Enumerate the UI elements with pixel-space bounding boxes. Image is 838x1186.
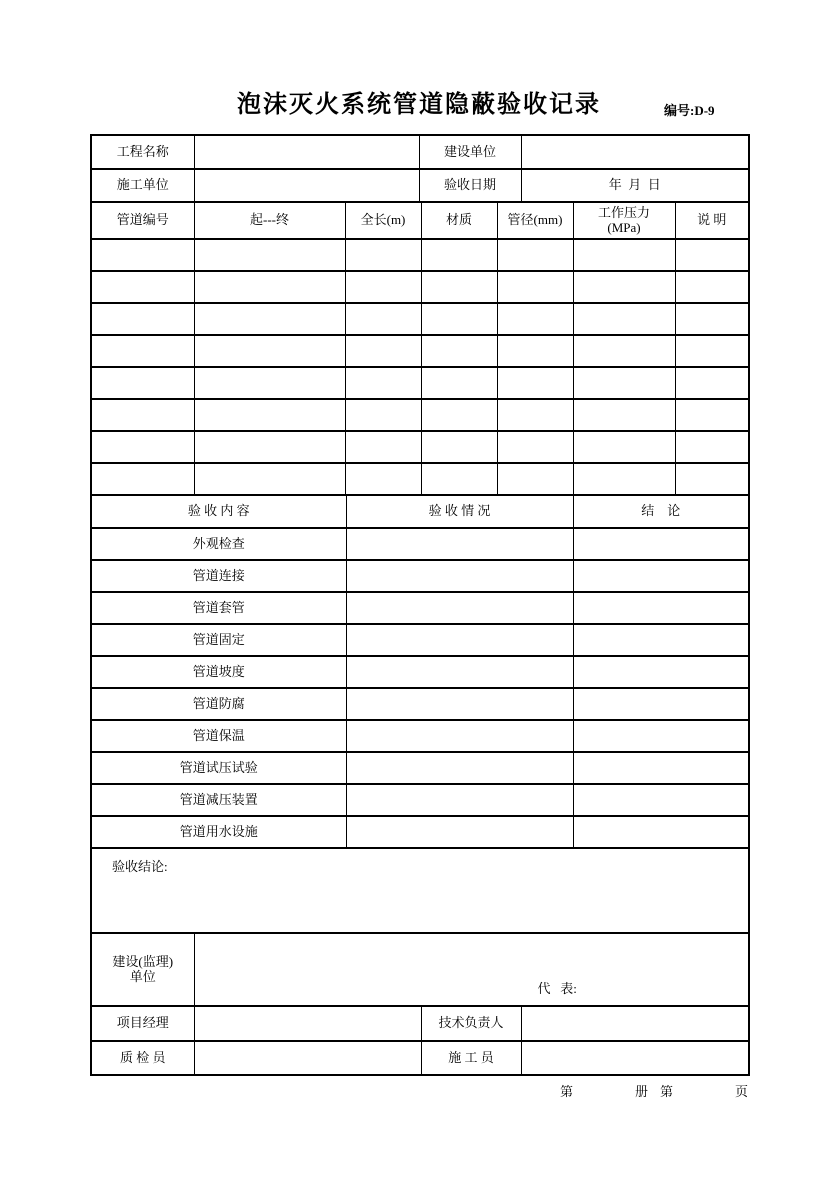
inspection-row <box>91 784 749 816</box>
pipe-cell[interactable] <box>573 399 675 431</box>
diameter-header: 管径(mm) <box>497 202 573 239</box>
conclusion-cell[interactable] <box>573 592 749 624</box>
pipe-cell[interactable] <box>675 303 749 335</box>
supervisor-unit-label-line1: 建设(监理) <box>112 953 174 969</box>
table-row <box>91 1041 749 1075</box>
construction-unit-label: 施工单位 <box>91 169 194 202</box>
pipe-cell[interactable] <box>497 335 573 367</box>
representative-label: 代 表: <box>537 980 577 996</box>
tech-lead-field[interactable] <box>521 1006 749 1041</box>
pipe-cell[interactable] <box>194 303 345 335</box>
pipe-cell[interactable] <box>497 303 573 335</box>
builder-unit-label: 建设单位 <box>419 135 521 169</box>
pipe-cell[interactable] <box>421 399 497 431</box>
pipe-cell[interactable] <box>421 335 497 367</box>
project-name-field[interactable] <box>194 135 419 169</box>
pipe-cell[interactable] <box>194 271 345 303</box>
pipe-cell[interactable] <box>345 431 421 463</box>
doc-number: 编号:D-9 <box>664 103 715 118</box>
pipe-cell[interactable] <box>421 239 497 271</box>
pipe-cell[interactable] <box>573 335 675 367</box>
pipe-header-row <box>91 202 749 239</box>
pipe-cell[interactable] <box>91 399 194 431</box>
pipe-data-row <box>91 239 749 271</box>
pipe-cell[interactable] <box>345 399 421 431</box>
project-manager-field[interactable] <box>194 1006 421 1041</box>
length-header: 全长(m) <box>345 202 421 239</box>
pipe-cell[interactable] <box>194 335 345 367</box>
supervisor-table <box>90 932 750 1007</box>
inspection-situation-header: 验 收 情 况 <box>346 495 573 528</box>
pipe-cell[interactable] <box>573 271 675 303</box>
pipe-cell[interactable] <box>345 271 421 303</box>
inspection-item-label: 管道防腐 <box>91 688 346 720</box>
conclusion-cell[interactable] <box>573 688 749 720</box>
pipe-cell[interactable] <box>194 463 345 495</box>
inspection-row <box>91 656 749 688</box>
situation-cell[interactable] <box>346 752 573 784</box>
inspection-row <box>91 624 749 656</box>
conclusion-row <box>91 848 749 933</box>
page-footer <box>90 1081 748 1100</box>
footer-ce: 册 <box>634 1084 648 1099</box>
situation-cell[interactable] <box>346 816 573 848</box>
pipe-cell[interactable] <box>345 239 421 271</box>
conclusion-cell[interactable] <box>573 656 749 688</box>
material-header: 材质 <box>421 202 497 239</box>
pipe-data-row <box>91 335 749 367</box>
project-manager-label: 项目经理 <box>91 1006 194 1041</box>
pipe-cell[interactable] <box>497 239 573 271</box>
situation-cell[interactable] <box>346 592 573 624</box>
inspection-row <box>91 592 749 624</box>
conclusion-cell[interactable] <box>573 720 749 752</box>
pipe-cell[interactable] <box>421 367 497 399</box>
pipe-cell[interactable] <box>675 367 749 399</box>
conclusion-cell[interactable] <box>573 816 749 848</box>
builder-field[interactable] <box>521 1041 749 1075</box>
pipe-cell[interactable] <box>421 303 497 335</box>
pipe-cell[interactable] <box>497 399 573 431</box>
inspection-item-label: 管道套管 <box>91 592 346 624</box>
pipe-cell[interactable] <box>91 463 194 495</box>
pipe-cell[interactable] <box>91 239 194 271</box>
inspection-row <box>91 528 749 560</box>
footer-di2: 第 <box>659 1084 673 1099</box>
qa-label: 质 检 员 <box>91 1041 194 1075</box>
pipe-cell[interactable] <box>345 463 421 495</box>
pipe-cell[interactable] <box>497 367 573 399</box>
tech-lead-label: 技术负责人 <box>421 1006 521 1041</box>
conclusion-field[interactable]: 验收结论: <box>91 848 749 933</box>
pipe-cell[interactable] <box>497 463 573 495</box>
inspection-item-label: 管道连接 <box>91 560 346 592</box>
conclusion-cell[interactable] <box>573 528 749 560</box>
pipe-data-row <box>91 303 749 335</box>
pipe-cell[interactable] <box>194 399 345 431</box>
inspection-header-row <box>91 495 749 528</box>
situation-cell[interactable] <box>346 656 573 688</box>
pressure-header-line2: (MPa) <box>607 219 641 235</box>
footer-di: 第 <box>559 1084 573 1099</box>
pipe-data-row <box>91 271 749 303</box>
footer-ye: 页 <box>734 1084 748 1099</box>
info-table <box>90 134 750 203</box>
situation-cell[interactable] <box>346 624 573 656</box>
pipe-cell[interactable] <box>573 367 675 399</box>
signature-table <box>90 1005 750 1076</box>
pipe-no-header: 管道编号 <box>91 202 194 239</box>
pipe-cell[interactable] <box>573 431 675 463</box>
inspection-conclusion-header: 结 论 <box>573 495 749 528</box>
pipe-cell[interactable] <box>345 367 421 399</box>
pipe-cell[interactable] <box>421 271 497 303</box>
builder-label: 施 工 员 <box>421 1041 521 1075</box>
acceptance-date-field[interactable]: 年 月 日 <box>521 169 749 202</box>
conclusion-cell[interactable] <box>573 752 749 784</box>
table-row <box>91 1006 749 1041</box>
pipe-cell[interactable] <box>573 303 675 335</box>
conclusion-cell[interactable] <box>573 560 749 592</box>
pipe-data-row <box>91 463 749 495</box>
inspection-item-label: 管道坡度 <box>91 656 346 688</box>
pipe-data-row <box>91 399 749 431</box>
inspection-row <box>91 560 749 592</box>
inspection-row <box>91 688 749 720</box>
inspection-item-label: 管道减压装置 <box>91 784 346 816</box>
start-end-header: 起---终 <box>194 202 345 239</box>
inspection-row <box>91 816 749 848</box>
pipe-data-row <box>91 431 749 463</box>
inspection-content-header: 验 收 内 容 <box>91 495 346 528</box>
pipe-cell[interactable] <box>421 431 497 463</box>
pipe-cell[interactable] <box>91 335 194 367</box>
situation-cell[interactable] <box>346 688 573 720</box>
situation-cell[interactable] <box>346 528 573 560</box>
pipe-cell[interactable] <box>194 367 345 399</box>
inspection-item-label: 管道试压试验 <box>91 752 346 784</box>
pipe-cell[interactable] <box>91 303 194 335</box>
pressure-header <box>573 202 675 239</box>
conclusion-table <box>90 847 750 934</box>
inspection-item-label: 管道固定 <box>91 624 346 656</box>
supervisor-unit-label-line2: 单位 <box>129 968 156 984</box>
pipe-cell[interactable] <box>345 303 421 335</box>
pipe-cell[interactable] <box>573 239 675 271</box>
supervisor-row <box>91 933 749 1006</box>
supervisor-unit-field[interactable] <box>194 933 749 1006</box>
builder-unit-field[interactable] <box>521 135 749 169</box>
pipe-cell[interactable] <box>194 431 345 463</box>
inspection-table <box>90 494 750 849</box>
page-title: 泡沫灭火系统管道隐蔽验收记录 <box>237 92 601 118</box>
pipe-cell[interactable] <box>91 431 194 463</box>
pipe-cell[interactable] <box>91 271 194 303</box>
situation-cell[interactable] <box>346 720 573 752</box>
supervisor-unit-label <box>91 933 194 1006</box>
pipe-cell[interactable] <box>497 431 573 463</box>
pipe-cell[interactable] <box>194 239 345 271</box>
inspection-row <box>91 752 749 784</box>
inspection-item-label: 管道用水设施 <box>91 816 346 848</box>
pipe-data-row <box>91 367 749 399</box>
pipe-cell[interactable] <box>675 431 749 463</box>
pressure-header-line1: 工作压力 <box>597 204 650 220</box>
pipe-cell[interactable] <box>421 463 497 495</box>
conclusion-cell[interactable] <box>573 784 749 816</box>
pipe-cell[interactable] <box>675 239 749 271</box>
pipe-cell[interactable] <box>497 271 573 303</box>
pipe-cell[interactable] <box>91 367 194 399</box>
note-header: 说 明 <box>675 202 749 239</box>
situation-cell[interactable] <box>346 784 573 816</box>
pipe-cell[interactable] <box>345 335 421 367</box>
acceptance-date-label: 验收日期 <box>419 169 521 202</box>
pipe-cell[interactable] <box>675 271 749 303</box>
inspection-item-label: 管道保温 <box>91 720 346 752</box>
table-row <box>91 135 749 169</box>
qa-field[interactable] <box>194 1041 421 1075</box>
pipe-cell[interactable] <box>573 463 675 495</box>
project-name-label: 工程名称 <box>91 135 194 169</box>
pipe-cell[interactable] <box>675 335 749 367</box>
construction-unit-field[interactable] <box>194 169 419 202</box>
form-sheet <box>90 134 748 1076</box>
pipe-cell[interactable] <box>675 399 749 431</box>
conclusion-cell[interactable] <box>573 624 749 656</box>
situation-cell[interactable] <box>346 560 573 592</box>
table-row <box>91 169 749 202</box>
pipe-table <box>90 201 750 496</box>
pipe-cell[interactable] <box>675 463 749 495</box>
inspection-item-label: 外观检查 <box>91 528 346 560</box>
inspection-row <box>91 720 749 752</box>
